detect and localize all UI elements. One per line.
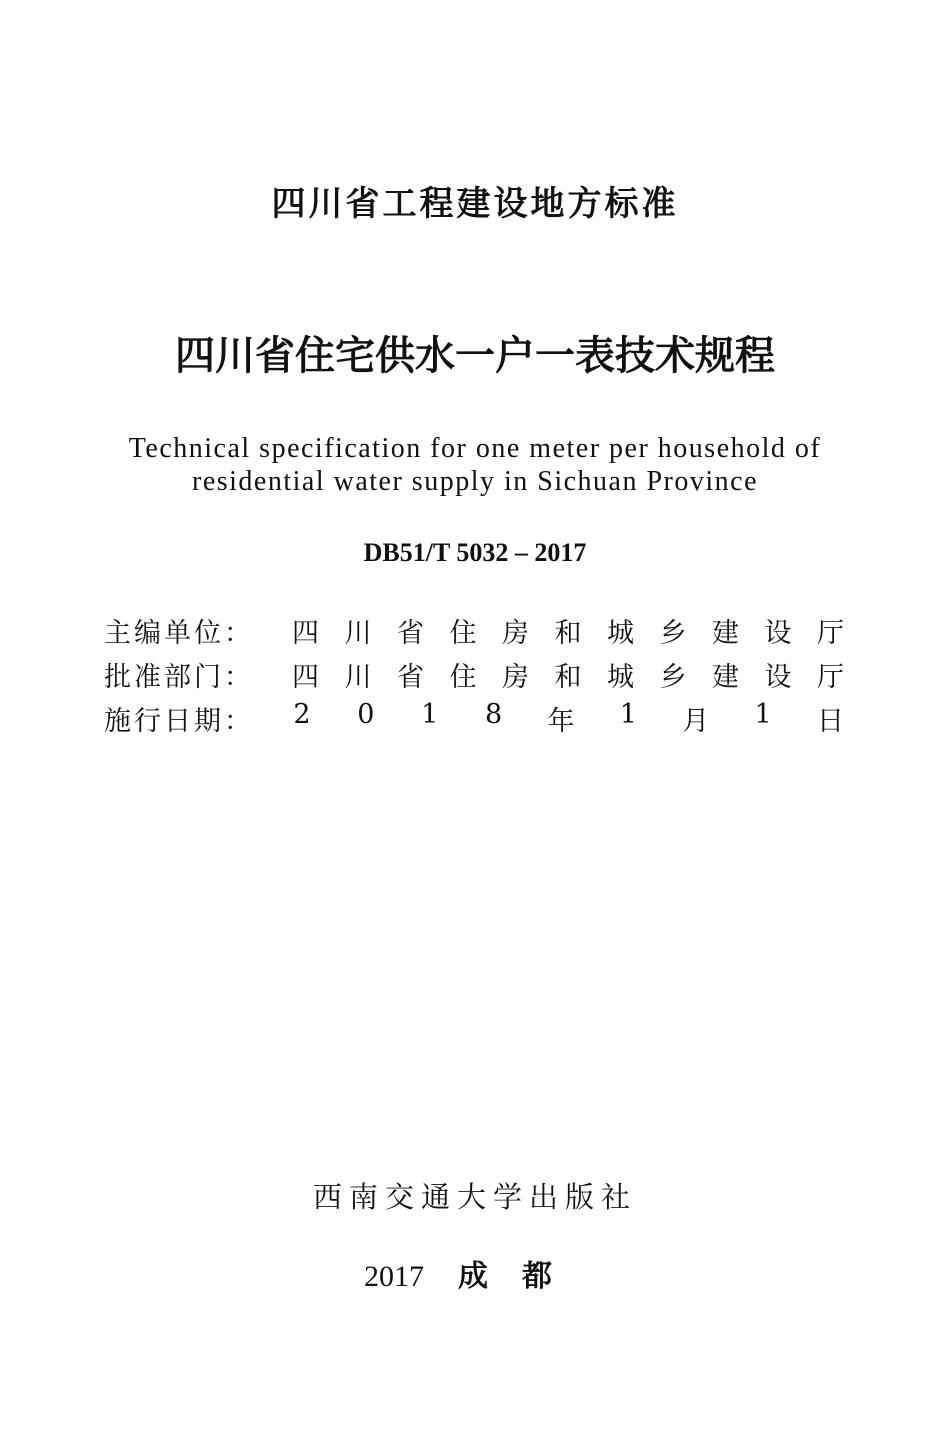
approver-row [104, 652, 844, 696]
publish-year: 2017 [364, 1260, 424, 1293]
approver-char: 设 [764, 661, 792, 693]
approver-label: 批准部门： [104, 661, 254, 693]
editor-char: 建 [712, 617, 739, 649]
approver-value [282, 655, 844, 694]
editor-label: 主编单位： [104, 617, 254, 649]
effective-date-row [104, 696, 844, 740]
editor-char: 四 [292, 617, 319, 649]
approver-char: 四 [292, 661, 319, 693]
english-title-line-1: Technical specification for one meter per household of [128, 433, 822, 464]
effective-date-char: 月 [682, 705, 710, 737]
editor-row [104, 608, 844, 652]
effective-date-char: 年 [547, 705, 575, 737]
editor-char: 厅 [817, 617, 844, 649]
publish-place [0, 1256, 950, 1298]
approver-char: 住 [449, 661, 477, 693]
effective-date-char: 1 [421, 698, 439, 730]
approver-char: 川 [344, 661, 372, 693]
editor-char: 川 [344, 617, 372, 649]
effective-date-label: 施行日期： [104, 705, 254, 737]
effective-date-char: 日 [817, 705, 844, 737]
publish-city: 成都 [458, 1259, 586, 1294]
editor-char: 城 [607, 617, 634, 649]
effective-date-value [282, 699, 844, 738]
effective-date-char: 1 [619, 698, 637, 730]
info-block [104, 608, 844, 740]
editor-char: 住 [449, 617, 477, 649]
editor-char: 房 [502, 617, 529, 649]
editor-char: 和 [554, 617, 582, 649]
approver-char: 建 [712, 661, 739, 693]
approver-char: 厅 [817, 661, 844, 693]
main-title: 四川省住宅供水一户一表技术规程 [175, 333, 775, 379]
editor-char: 省 [397, 617, 424, 649]
editor-value [282, 611, 844, 650]
effective-date-char: 2 [293, 698, 311, 730]
approver-char: 省 [397, 661, 424, 693]
english-title [0, 432, 950, 498]
standard-code: DB51/T 5032 – 2017 [363, 538, 587, 567]
series-title: 四川省工程建设地方标准 [271, 184, 679, 224]
english-title-line-2: residential water supply in Sichuan Province [192, 466, 758, 497]
approver-char: 房 [502, 661, 529, 693]
editor-char: 乡 [659, 617, 687, 649]
effective-date-char: 8 [485, 698, 503, 730]
approver-char: 城 [607, 661, 634, 693]
approver-char: 乡 [659, 661, 687, 693]
effective-date-char: 1 [754, 698, 772, 730]
effective-date-char: 0 [357, 698, 375, 730]
publisher-name: 西南交通大学出版社 [312, 1180, 637, 1214]
editor-char: 设 [764, 617, 792, 649]
approver-char: 和 [554, 661, 582, 693]
